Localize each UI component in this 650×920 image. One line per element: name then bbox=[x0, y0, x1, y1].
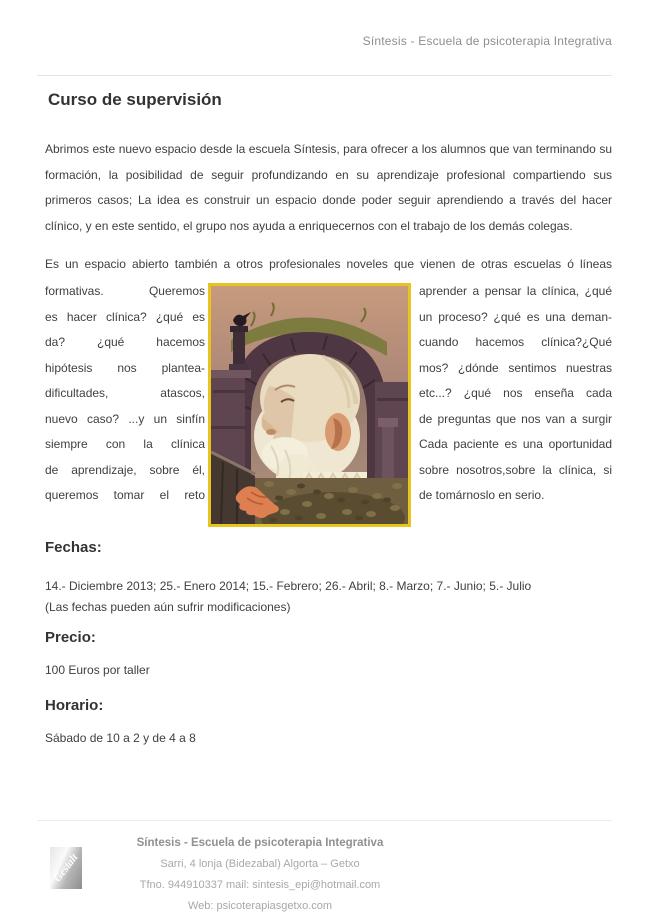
wrap-line: dificultades, atascos, bbox=[45, 386, 205, 400]
wrap-line: formativas. Queremos bbox=[45, 284, 205, 298]
wrap-line: Cada paciente es una oportunidad bbox=[419, 437, 612, 451]
wrap-line: de aprendizaje, sobre él, bbox=[45, 462, 205, 477]
wrap-line: de preguntas que nos van a surgir bbox=[419, 411, 612, 426]
fechas-dates: 14.- Diciembre 2013; 25.- Enero 2014; 15.- Febrero; 26.- Abril; 8.- Marzo; 7.- Junio; 5.- Julio bbox=[45, 579, 532, 593]
painting-artwork bbox=[211, 286, 408, 524]
text-wrap-section bbox=[45, 279, 612, 527]
footer-web: Web: psicoterapiasgetxo.com bbox=[187, 900, 333, 912]
wrap-line: un proceso? ¿qué es una deman- bbox=[419, 309, 612, 324]
footer-rule bbox=[37, 820, 612, 821]
horario-value: Sábado de 10 a 2 y de 4 a 8 bbox=[45, 731, 196, 745]
wrap-line: cuando hacemos clínica?¿Qué bbox=[419, 335, 612, 349]
footer-address: Sarri, 4 lonja (Bidezabal) Algorta – Getxo bbox=[160, 858, 360, 870]
old-man-illusion-painting bbox=[208, 283, 411, 527]
wrap-line: nuevo caso? ...y un sinfín bbox=[45, 411, 205, 426]
wrap-right-column bbox=[419, 279, 612, 509]
footer-school-name: Síntesis - Escuela de psicoterapia Integrativa bbox=[136, 837, 384, 849]
gestalt-logo-text: Gestalt bbox=[51, 851, 81, 885]
wrap-line: de tomárnoslo en serio. bbox=[419, 488, 545, 502]
horario-heading: Horario: bbox=[45, 697, 104, 714]
precio-heading: Precio: bbox=[45, 629, 96, 646]
footer-phone-mail: Tfno. 944910337 mail: sintesis_epi@hotmail.com bbox=[139, 879, 381, 891]
wrap-line: sobre nosotros,sobre la clínica, si bbox=[419, 462, 612, 477]
page-title: Curso de supervisión bbox=[48, 90, 222, 109]
paragraph2-intro-line: Es un espacio abierto también a otros profesionales noveles que vienen de otras escuelas ó líneas bbox=[45, 257, 612, 271]
fechas-heading: Fechas: bbox=[45, 539, 102, 556]
wrap-line: queremos tomar el reto bbox=[45, 488, 205, 502]
wrap-line: siempre con la clínica bbox=[45, 437, 205, 451]
wrap-line: mos? ¿dónde sentimos nuestras bbox=[419, 360, 612, 375]
precio-value: 100 Euros por taller bbox=[45, 663, 150, 677]
footer bbox=[60, 833, 460, 917]
header-rule bbox=[37, 75, 612, 76]
wrap-line: hipótesis nos plantea- bbox=[45, 360, 205, 375]
wrap-line: aprender a pensar la clínica, ¿qué bbox=[419, 284, 612, 298]
wrap-line: es hacer clínica? ¿qué es bbox=[45, 309, 205, 324]
paragraph-intro: Abrimos este nuevo espacio desde la escuela Síntesis, para ofrecer a los alumnos que van terminando su formación, la posibilidad de seguir profundizando en su aprendizaje profesional compartiendo sus primeros casos; La idea es construir un espacio donde poder seguir aprendiendo a través del hacer clínico, y en este sentido, el grupo nos ayuda a enriquecernos con el trabajo de los demás colegas. bbox=[45, 142, 612, 233]
fechas-note: (Las fechas pueden aún sufrir modificaciones) bbox=[45, 600, 291, 614]
wrap-line: da? ¿qué hacemos bbox=[45, 335, 205, 349]
header-school-name: Síntesis - Escuela de psicoterapia Integrativa bbox=[362, 34, 612, 48]
wrap-line: etc...? ¿qué nos enseña cada bbox=[419, 386, 612, 400]
wrap-left-column bbox=[45, 279, 205, 509]
